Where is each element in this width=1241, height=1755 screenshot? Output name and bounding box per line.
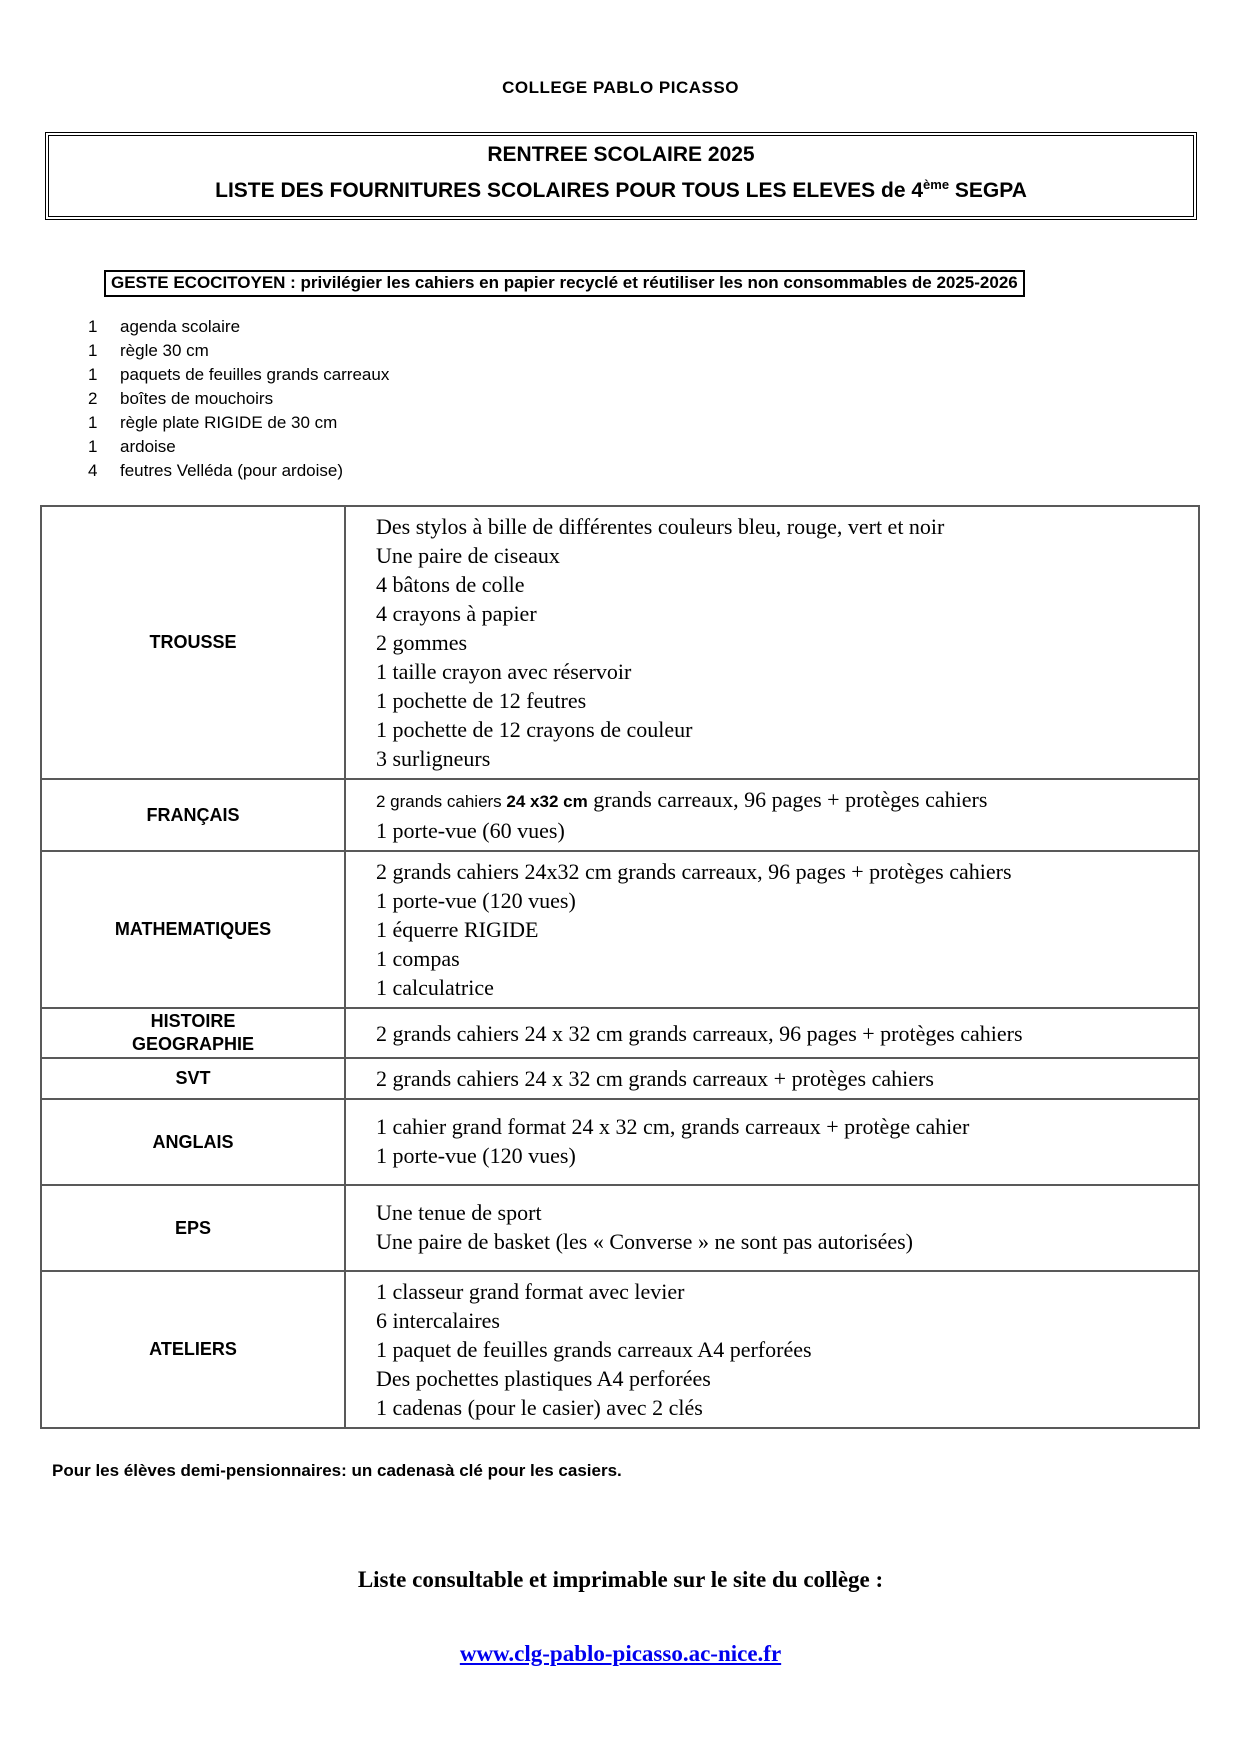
supply-item [376,1141,1190,1170]
items-cell [345,506,1199,779]
supply-item-text: 1 cadenas (pour le casier) avec 2 clés [376,1395,703,1420]
supply-item [376,628,1190,657]
header-line-2-text: LISTE DES FOURNITURES SCOLAIRES POUR TOUS LES ELEVES de 4 [215,179,924,202]
subject-cell: MATHEMATIQUES [41,851,345,1008]
supply-item [376,915,1190,944]
table-row [41,851,1199,1008]
supply-item-text: 2 grands cahiers [376,792,507,811]
supply-item-text: grands carreaux, 96 pages + protèges cahiers [587,787,988,812]
table-row [41,1185,1199,1271]
supply-item [376,1198,1190,1227]
item-label: paquets de feuilles grands carreaux [120,365,390,384]
supply-item [376,686,1190,715]
general-supply-item [88,339,1241,363]
supply-item [376,857,1190,886]
items-cell [345,1185,1199,1271]
supply-item [376,1064,1190,1093]
supply-item [376,944,1190,973]
supply-item-text: 1 porte-vue (120 vues) [376,888,576,913]
supply-item-text: 1 calculatrice [376,975,494,1000]
item-quantity: 1 [88,413,98,432]
supply-item [376,715,1190,744]
item-label: agenda scolaire [120,317,241,336]
boarder-note: Pour les élèves demi-pensionnaires: un cadenasà clé pour les casiers. [52,1461,622,1480]
supply-item-text: 2 grands cahiers 24 x 32 cm grands carreaux, 96 pages + protèges cahiers [376,1020,1023,1046]
supply-item [376,1112,1190,1141]
supply-item [376,599,1190,628]
item-quantity: 4 [88,461,98,480]
general-supply-item [88,435,1241,459]
header-line-1: RENTREE SCOLAIRE 2025 [487,143,755,166]
general-supply-item [88,411,1241,435]
item-quantity: 1 [88,341,98,360]
supply-item [376,1019,1190,1048]
items-cell [345,1008,1199,1058]
supply-item [376,1306,1190,1335]
table-row [41,1008,1199,1058]
supply-item-text: 1 porte-vue (120 vues) [376,1143,576,1168]
supply-item-text: 1 classeur grand format avec levier [376,1279,685,1304]
general-supply-item [88,459,1241,483]
supply-item [376,816,1190,845]
supply-item-text: 1 compas [376,946,460,971]
supply-item [376,1364,1190,1393]
supply-item-text: 2 gommes [376,630,468,655]
supply-item-text: Une paire de ciseaux [376,543,560,568]
eco-banner-title: GESTE ECOCITOYEN : [111,273,296,292]
supply-item-text: 2 grands cahiers 24 x 32 cm grands carreaux + protèges cahiers [376,1066,934,1091]
supply-item-text: 1 paquet de feuilles grands carreaux A4 perforées [376,1337,812,1362]
supply-item [376,1335,1190,1364]
general-supplies-list [88,315,1241,483]
supplies-table [40,505,1200,1429]
table-row [41,779,1199,851]
website-notice: Liste consultable et imprimable sur le site du collège : [357,1567,884,1592]
item-label: règle 30 cm [120,341,209,360]
website-link-row [0,1641,1241,1667]
subject-cell: EPS [41,1185,345,1271]
general-supply-item [88,363,1241,387]
item-label: feutres Velléda (pour ardoise) [120,461,344,480]
supply-item-text: 1 pochette de 12 feutres [376,688,587,713]
eco-banner [104,270,1025,297]
eco-banner-text: privilégier les cahiers en papier recyclé et réutiliser les non consommables de 2025-2026 [295,273,1018,292]
supply-item [376,512,1190,541]
supply-item [376,973,1190,1002]
item-quantity: 1 [88,317,98,336]
subject-cell: SVT [41,1058,345,1099]
header-line-2-superscript: ème [923,177,950,192]
items-cell [345,1271,1199,1428]
supply-item-text: 1 taille crayon avec réservoir [376,659,632,684]
subject-cell: TROUSSE [41,506,345,779]
header-box [45,132,1197,220]
supply-item [376,1393,1190,1422]
supply-item-text: 1 pochette de 12 crayons de couleur [376,717,693,742]
supply-item-text: 1 porte-vue (60 vues) [376,818,565,843]
supply-item-text: 1 cahier grand format 24 x 32 cm, grands carreaux + protège cahier [376,1114,970,1139]
item-label: ardoise [120,437,176,456]
items-cell [345,1058,1199,1099]
items-cell [345,1099,1199,1185]
supply-item [376,657,1190,686]
table-row [41,1058,1199,1099]
subject-cell: ANGLAIS [41,1099,345,1185]
supply-item-text: Une paire de basket (les « Converse » ne sont pas autorisées) [376,1229,914,1254]
school-name: COLLEGE PABLO PICASSO [502,78,739,97]
general-supply-item [88,387,1241,411]
supply-item [376,541,1190,570]
supply-item [376,570,1190,599]
college-website-link[interactable]: www.clg-pablo-picasso.ac-nice.fr [459,1641,782,1666]
supply-item [376,744,1190,773]
supply-item [376,886,1190,915]
supply-item-text: 3 surligneurs [376,746,491,771]
items-cell [345,779,1199,851]
item-quantity: 1 [88,365,98,384]
supply-item-text: 1 équerre RIGIDE [376,917,539,942]
items-cell [345,851,1199,1008]
item-quantity: 1 [88,437,98,456]
supply-item-text: 24 x32 cm [506,792,588,811]
subject-cell: FRANÇAIS [41,779,345,851]
supply-item-text: Une tenue de sport [376,1200,542,1225]
supply-item-text: 2 grands cahiers 24x32 cm grands carreaux, 96 pages + protèges cahiers [376,859,1012,884]
general-supply-item [88,315,1241,339]
eco-banner-row [104,270,1241,297]
supply-item-text: Des stylos à bille de différentes couleurs bleu, rouge, vert et noir [376,514,945,539]
item-quantity: 2 [88,389,98,408]
subject-cell: ATELIERS [41,1271,345,1428]
header-line-2-suffix: SEGPA [949,179,1027,202]
header-line-2 [57,170,1185,206]
subject-cell: HISTOIRE GEOGRAPHIE [41,1008,345,1058]
item-label: boîtes de mouchoirs [120,389,274,408]
supply-item-text: 4 bâtons de colle [376,572,525,597]
supply-item-text: Des pochettes plastiques A4 perforées [376,1366,711,1391]
supply-item-text: 6 intercalaires [376,1308,500,1333]
supply-item [376,1227,1190,1256]
table-row [41,1271,1199,1428]
item-label: règle plate RIGIDE de 30 cm [120,413,338,432]
supply-item-text: 4 crayons à papier [376,601,537,626]
supply-item [376,785,1190,816]
table-row [41,1099,1199,1185]
supply-item [376,1277,1190,1306]
table-row [41,506,1199,779]
